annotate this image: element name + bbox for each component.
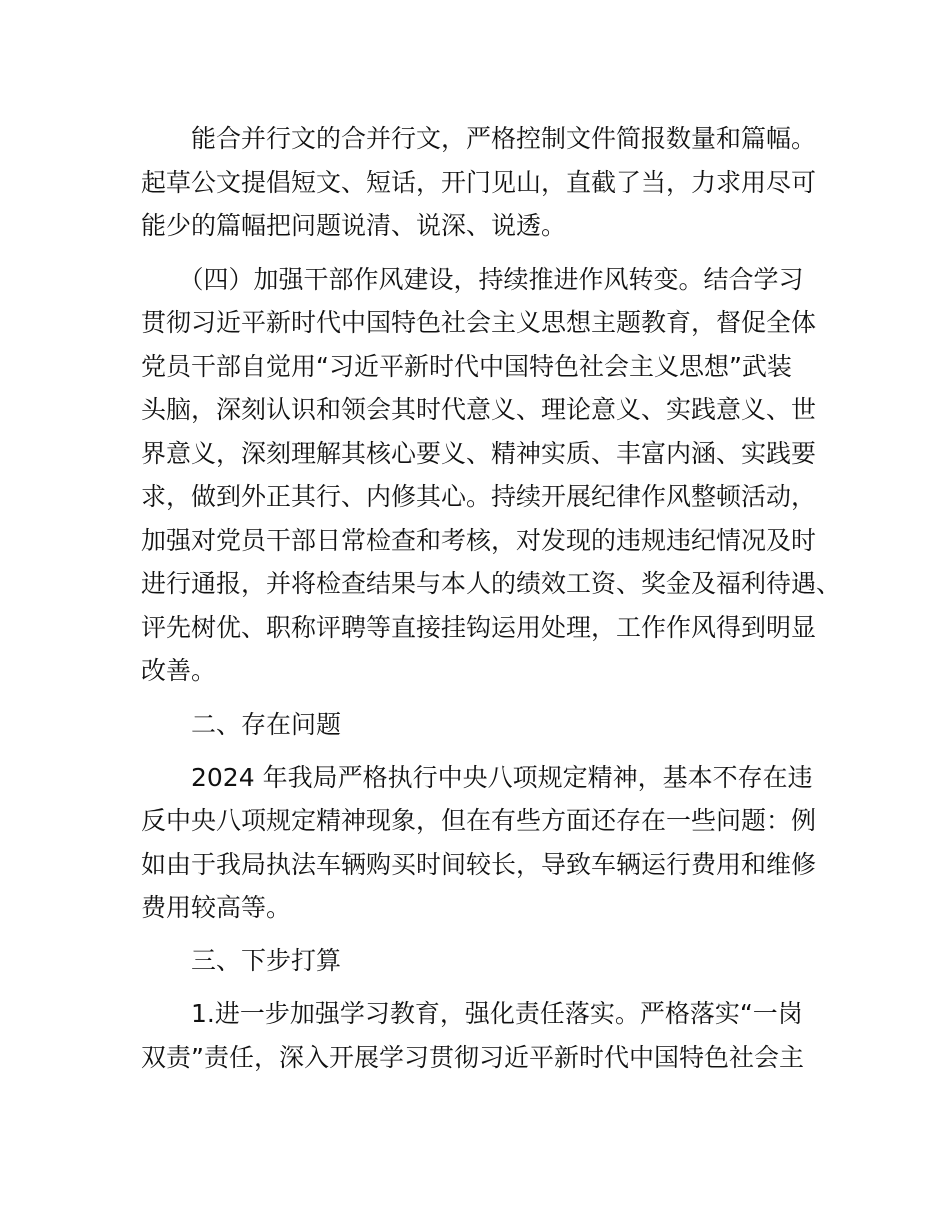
paragraph-line: 1.进一步加强学习教育，强化责任落实。严格落实“一岗 <box>141 999 803 1028</box>
paragraph-line: 党员干部自觉用“习近平新时代中国特色社会主义思想”武装 <box>141 352 792 381</box>
paragraph-line: 加强对党员干部日常检查和考核，对发现的违规违纪情况及时 <box>141 526 817 555</box>
paragraph-line: 能合并行文的合并行文，严格控制文件简报数量和篇幅。 <box>141 124 817 153</box>
paragraph-line: 费用较高等。 <box>141 893 292 922</box>
paragraph-line: 反中央八项规定精神现象，但在有些方面还存在一些问题：例 <box>141 806 817 835</box>
paragraph-line: 双责”责任，深入开展学习贯彻习近平新时代中国特色社会主 <box>141 1043 804 1072</box>
paragraph-line: 界意义，深刻理解其核心要义、精神实质、丰富内涵、实践要 <box>141 439 817 468</box>
paragraph-line: 改善。 <box>141 656 217 685</box>
paragraph-line: 头脑，深刻认识和领会其时代意义、理论意义、实践意义、世 <box>141 395 817 424</box>
paragraph-line: （四）加强干部作风建设，持续推进作风转变。结合学习 <box>141 265 804 294</box>
paragraph-line: 如由于我局执法车辆购买时间较长，导致车辆运行费用和维修 <box>141 850 817 879</box>
paragraph-line: 进行通报，并将检查结果与本人的绩效工资、奖金及福利待遇、 <box>141 569 842 598</box>
paragraph-line: 求，做到外正其行、内修其心。持续开展纪律作风整顿活动， <box>141 482 817 511</box>
paragraph-line: 2024 年我局严格执行中央八项规定精神，基本不存在违 <box>141 763 813 792</box>
paragraph-line: 评先树优、职称评聘等直接挂钩运用处理，工作作风得到明显 <box>141 613 817 642</box>
paragraph-line: 贯彻习近平新时代中国特色社会主义思想主题教育，督促全体 <box>141 308 817 337</box>
paragraph-line: 起草公文提倡短文、短话，开门见山，直截了当，力求用尽可 <box>141 168 817 197</box>
paragraph-line: 能少的篇幅把问题说清、说深、说透。 <box>141 211 567 240</box>
section-heading: 三、下步打算 <box>141 946 342 975</box>
section-heading: 二、存在问题 <box>141 710 342 739</box>
